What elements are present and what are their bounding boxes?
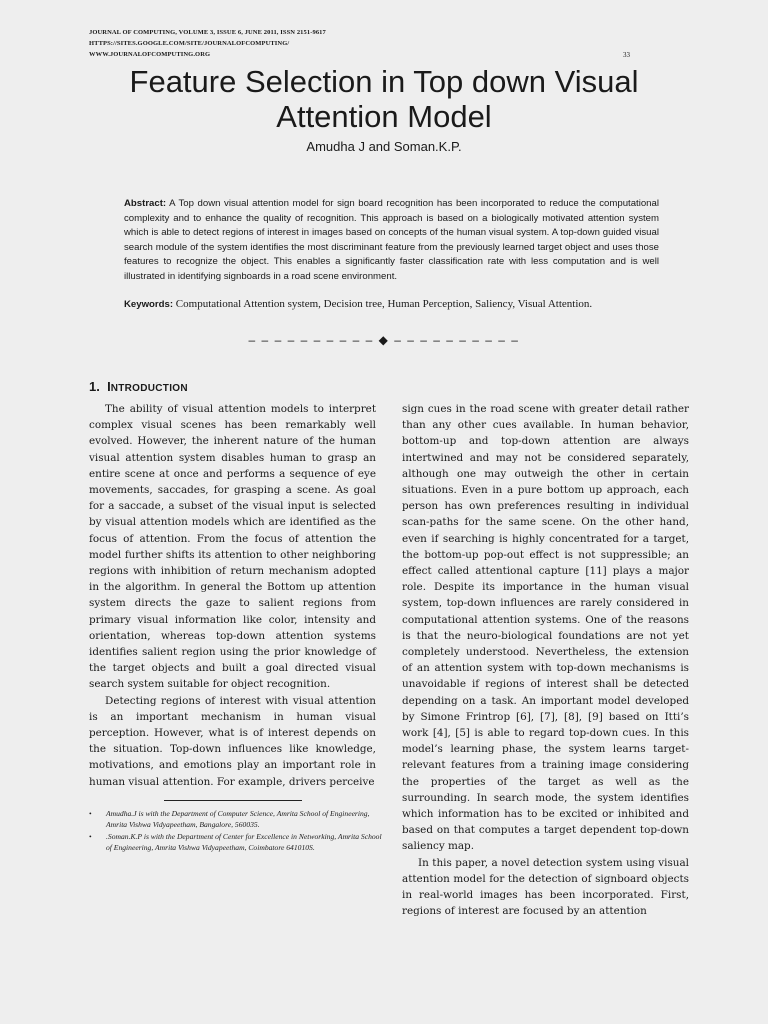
journal-header-url[interactable]: HTTPS://SITES.GOOGLE.COM/SITE/JOURNALOFCOMPUTING/ (89, 40, 290, 47)
journal-header (89, 27, 389, 60)
bullet-icon: • (89, 832, 92, 841)
paragraph: In this paper, a novel detection system using visual attention model for the detection of signboard objects in real-world images has been incorporated. First, regions of interest are focused by an attention (402, 856, 689, 918)
footnote-item (89, 808, 389, 830)
bullet-icon: • (89, 809, 92, 818)
footnote-item (89, 831, 389, 853)
footnotes (89, 808, 389, 854)
right-column (402, 401, 689, 920)
abstract-label: Abstract: (124, 198, 167, 209)
page-number: 33 (623, 51, 630, 59)
paper-authors: Amudha J and Soman.K.P. (306, 139, 462, 154)
paper-title-line1: Feature Selection in Top down Visual (129, 64, 639, 99)
footnote-rule (164, 800, 302, 801)
paragraph: The ability of visual attention models to interpret complex visual scenes has been remarkably well evolved. However, the inherent nature of the human visual attention system disables human to grasp an entire scene at once and performs a sequence of eye movements, saccades, for grasping a scene. As goal for a saccade, a subset of the visual input is selected by visual attention models which are identified as the focus of attention. From the focus of attention the model further shifts its attention to other neighboring regions with inhibition of return mechanism adopted in the algorithm. In general the Bottom up attention system directs the gaze to salient regions from primary visual information like color, intensity and orientation, whereas top-down attention systems identifies salient region using the prior knowledge of the target objects and built a goal directed visual search system suitable for object recognition. (89, 403, 376, 691)
journal-header-website[interactable]: WWW.JOURNALOFCOMPUTING.ORG (89, 51, 211, 58)
section-title-rest: NTRODUCTION (110, 383, 188, 394)
footnote-text: .Soman.K.P is with the Department of Center for Excellence in Networking, Amrita School of Engineering, Amrita Vishwa Vidyapeetham, Coimbatore 641010S. (106, 832, 382, 852)
section-first-letter: I (107, 379, 111, 394)
abstract (124, 197, 659, 284)
paper-title-line2: Attention Model (276, 99, 492, 134)
section-heading-introduction (89, 379, 188, 394)
abstract-text: A Top down visual attention model for sign board recognition has been incorporated to reduce the computational complexity and to enhance the quality of recognition. This approach is based on a biologically motivated attention system which is able to detect regions of interest in images based on concepts of the human visual system. A top-down guided visual search module of the system identifies the most discriminant feature from the previously learned target object and uses those features to recognize the object. This enables a significantly faster classification rate with less computation and is well illustrated in identifying signboards in a road scene environment. (124, 198, 659, 282)
left-column (89, 401, 376, 790)
paragraph: Detecting regions of interest with visual attention is an important mechanism in human visual perception. However, what is of interest depends on the situation. Top-down influences like knowledge, motivations, and emotions play an important role in human visual attention. For example, drivers perceive (89, 694, 376, 788)
keywords-label: Keywords: (124, 299, 174, 310)
keywords-text: Computational Attention system, Decision tree, Human Perception, Saliency, Visual Attention. (173, 298, 593, 310)
paper-title (0, 64, 768, 134)
section-number: 1. (89, 379, 100, 394)
footnote-text: Amudha.J is with the Department of Computer Science, Amrita School of Engineering, Amrita Vishwa Vidyapeetham, Bangalore, 560035. (106, 809, 370, 829)
keywords (124, 297, 684, 312)
paragraph: sign cues in the road scene with greater detail rather than any other cues available. In human behavior, bottom-up and top-down attention are always intertwined and may not be considered separately, although one may outweigh the other in certain situations. Even in a pure bottom up approach, each person has own preferences resulting in individual scan-paths for the same scene. On the other hand, even if searching is highly concentrated for a target, the bottom-up pop-out effect is not suppressible; an effect called attentional capture [11] plays a major role. Despite its importance in the human visual system, top-down influences are rarely considered in computational attention systems. One of the reasons is that the neuro-biological foundations are not yet completely understood. Nevertheless, the extension of an attention system with top-down mechanisms is unavoidable if regions of interest shall be detected depending on a task. An important model developed by Simone Frintrop [6], [7], [8], [9] based on Itti’s work [4], [5] is able to regard top-down cues. In this model’s learning phase, the system learns target-relevant features from a training image considering the properties of the target as well as the surrounding. In search mode, the system identifies which information has to be excited or inhibited and based on that computes a target dependent top-down saliency map. (402, 403, 689, 853)
journal-header-line1: JOURNAL OF COMPUTING, VOLUME 3, ISSUE 6, JUNE 2011, ISSN 2151-9617 (89, 29, 326, 36)
section-separator: – – – – – – – – – – ◆ – – – – – – – – – – (248, 333, 520, 347)
